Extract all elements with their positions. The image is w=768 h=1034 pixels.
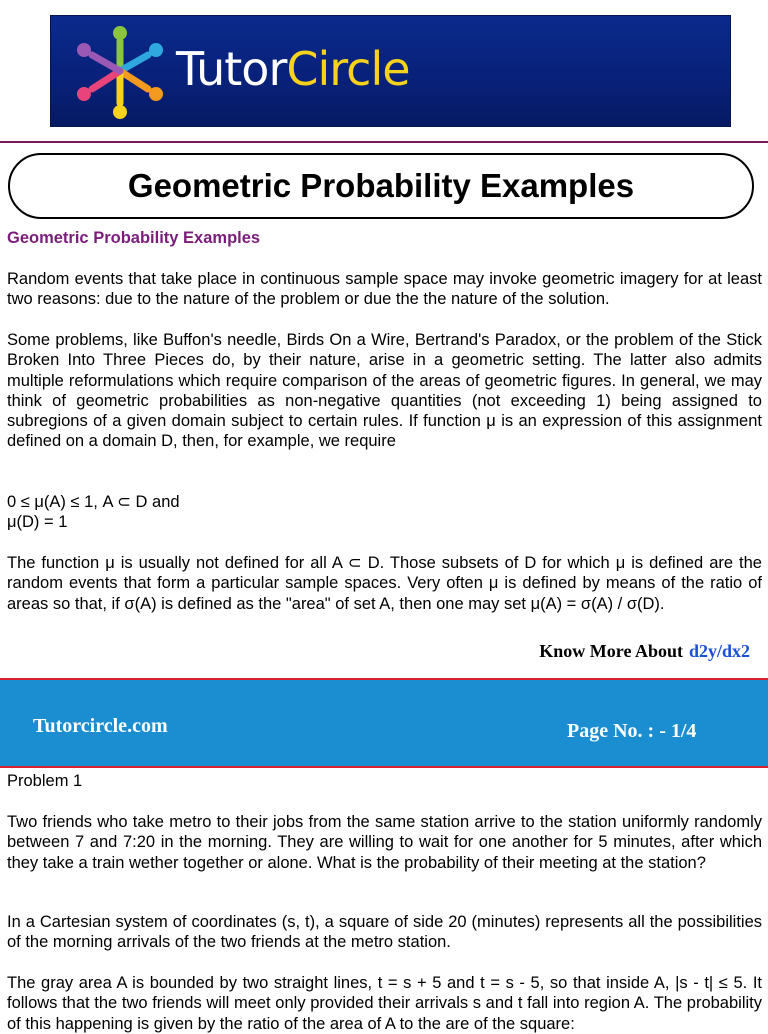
problem-heading: Problem 1 bbox=[7, 772, 83, 790]
formula-line-1: 0 ≤ μ(A) ≤ 1, A ⊂ D and bbox=[7, 493, 180, 511]
paragraph-intro: Random events that take place in continuous sample space may invoke geometric imagery for at least two reasons: due to the nature of the problem or due the the nature of the solution. bbox=[7, 270, 762, 309]
tutorcircle-people-icon bbox=[70, 23, 170, 119]
know-more-link[interactable]: d2y/dx2 bbox=[688, 641, 750, 661]
formula-line-2: μ(D) = 1 bbox=[7, 513, 68, 531]
problem-paragraph-2: In a Cartesian system of coordinates (s, t), a square of side 20 (minutes) represents all the possibilities of the morning arrivals of the two friends at the metro station. bbox=[7, 913, 762, 952]
footer-page-number: Page No. : - 1/4 bbox=[567, 720, 697, 742]
logo-wordmark bbox=[176, 41, 410, 97]
paragraph-problems: Some problems, like Buffon's needle, Birds On a Wire, Bertrand's Paradox, or the problem of the Stick Broken Into Three Pieces do, by their nature, arise in a geometric setting. The latter also admits multiple reformulations which require comparison of the areas of geometric figures. In general, we may think of geometric probabilities as non-negative quantities (not exceeding 1) being assigned to subregions of a given domain subject to certain rules. If function μ is an expression of this assignment defined on a domain D, then, for example, we require bbox=[7, 331, 762, 451]
footer-site-name: Tutorcircle.com bbox=[33, 715, 168, 737]
know-more-label: Know More About bbox=[539, 641, 683, 661]
page-title: Geometric Probability Examples bbox=[8, 153, 754, 219]
logo-word-tutor: Tutor bbox=[176, 42, 287, 96]
logo-word-circle: Circle bbox=[286, 42, 410, 96]
section-heading: Geometric Probability Examples bbox=[7, 229, 261, 247]
problem-paragraph-1: Two friends who take metro to their jobs from the same station arrive to the station uniformly randomly between 7 and 7:20 in the morning. They are willing to wait for one another for 5 minutes, after which they take a train wether together or alone. What is the probability of their meeting at the station? bbox=[7, 813, 762, 872]
header-divider bbox=[0, 141, 768, 143]
know-more-line bbox=[539, 641, 750, 662]
page-footer-bar bbox=[0, 678, 768, 768]
paragraph-function: The function μ is usually not defined for all A ⊂ D. Those subsets of D for which μ is defined are the random events that form a particular sample spaces. Very often μ is defined by means of the ratio of areas so that, if σ(A) is defined as the "area" of set A, then one may set μ(A) = σ(A) / σ(D). bbox=[7, 554, 762, 613]
problem-paragraph-3: The gray area A is bounded by two straight lines, t = s + 5 and t = s - 5, so that inside A, |s - t| ≤ 5. It follows that the two friends will meet only provided their arrivals s and t fall into region A. The probability of this happening is given by the ratio of the area of A to the are of the square: bbox=[7, 974, 762, 1033]
header-banner bbox=[50, 15, 731, 127]
